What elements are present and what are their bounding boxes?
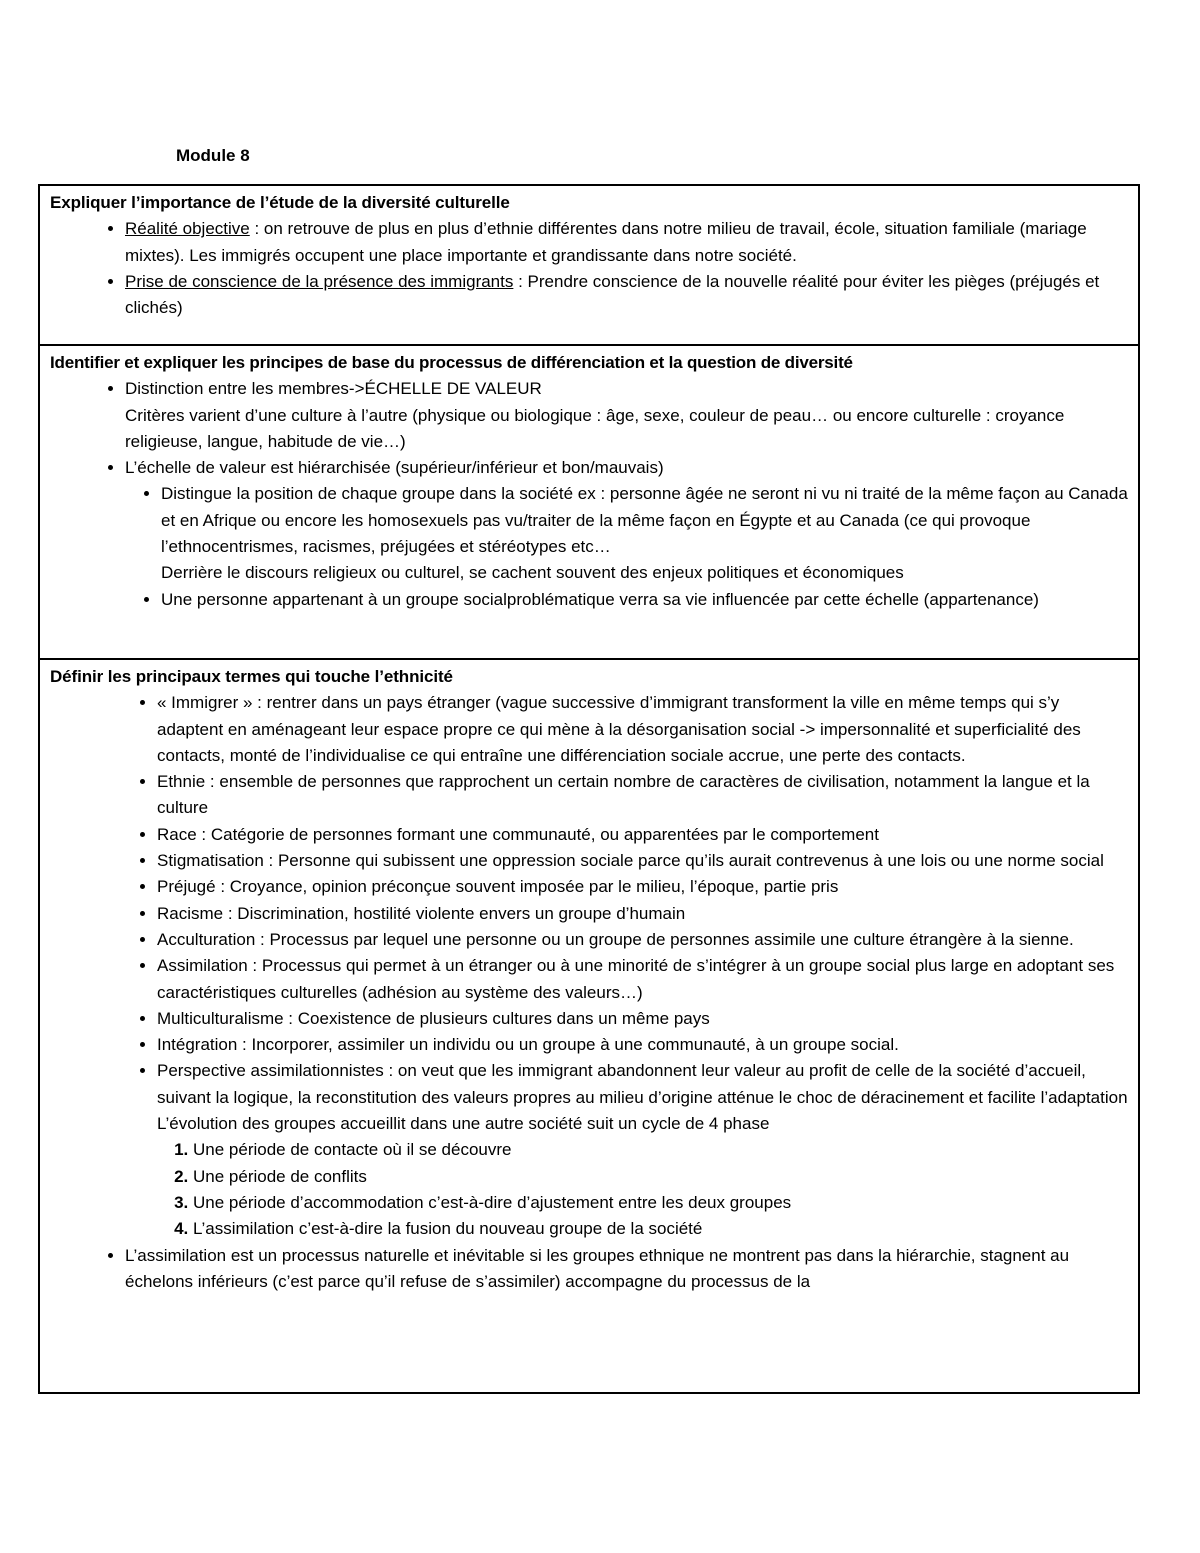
sub-bullet-list	[89, 690, 1128, 1242]
item-text: Racisme : Discrimination, hostilité violente envers un groupe d’humain	[157, 903, 686, 923]
sub-list-item	[157, 927, 1128, 953]
item-label: Réalité objective	[125, 219, 250, 239]
section-row	[39, 345, 1139, 659]
section-heading: Expliquer l’importance de l’étude de la diversité culturelle	[50, 193, 510, 212]
sub-list-item	[157, 822, 1128, 848]
sub-list-item	[157, 1032, 1128, 1058]
section-row	[39, 659, 1139, 1393]
bullet-list	[50, 1243, 1128, 1296]
sub-list-item	[157, 1006, 1128, 1032]
content-table	[38, 184, 1140, 1394]
section-cell	[39, 185, 1139, 345]
numbered-item: 4. L’assimilation c’est-à-dire la fusion du nouveau groupe de la société	[193, 1216, 1128, 1242]
item-text: Intégration : Incorporer, assimiler un individu ou un groupe à une communauté, à un groupe social.	[157, 1035, 899, 1055]
list-item	[89, 690, 1128, 1242]
item-text: Distinction entre les membres->ÉCHELLE DE VALEUR	[125, 379, 542, 399]
bullet-list	[50, 216, 1128, 321]
section-row	[39, 185, 1139, 345]
list-item	[125, 269, 1128, 322]
item-text: : Prendre conscience de la nouvelle réalité pour éviter les pièges (préjugés et clichés)	[125, 271, 1100, 318]
sub-list-item	[157, 901, 1128, 927]
item-continuation: Derrière le discours religieux ou culturel, se cachent souvent des enjeux politiques et économiques	[161, 563, 904, 583]
item-text: Acculturation : Processus par lequel une personne ou un groupe de personnes assimile une culture étrangère à la sienne.	[157, 929, 1074, 949]
sub-list-item	[161, 481, 1128, 586]
list-item	[125, 455, 1128, 613]
list-item	[125, 216, 1128, 269]
item-text: Stigmatisation : Personne qui subissent une oppression sociale parce qu’ils aurait contrevenus à une lois ou une norme social	[157, 851, 1104, 871]
list-item	[125, 376, 1128, 455]
bullet-list	[50, 376, 1128, 613]
sub-list-item	[157, 953, 1128, 1006]
sub-list-item	[157, 874, 1128, 900]
bullet-list	[50, 690, 1128, 1242]
item-text: Multiculturalisme : Coexistence de plusieurs cultures dans un même pays	[157, 1008, 710, 1028]
page-title: Module 8	[176, 146, 250, 165]
item-text: L’échelle de valeur est hiérarchisée (supérieur/inférieur et bon/mauvais)	[125, 458, 664, 478]
sub-list-item	[157, 1058, 1128, 1242]
numbered-list	[157, 1137, 1128, 1242]
item-continuation: Critères varient d’une culture à l’autre (physique ou biologique : âge, sexe, couleur de peau… ou encore culturelle : croyance religieuse, langue, habitude de vie…)	[125, 405, 1065, 451]
sub-list-item	[157, 848, 1128, 874]
section-heading: Identifier et expliquer les principes de base du processus de différenciation et la question de diversité	[50, 353, 853, 372]
item-text: Distingue la position de chaque groupe dans la société ex : personne âgée ne seront ni vu ni traité de la même façon au Canada et en Afrique ou encore les homosexuels pas vu/traiter de la même façon en Égypte et au Canada (ce qui provoque l’ethnocentrismes, racismes, préjugées et stéréotypes etc…	[161, 484, 1128, 557]
numbered-item: 2. Une période de conflits	[193, 1164, 1128, 1190]
item-text: « Immigrer » : rentrer dans un pays étranger (vague successive d’immigrant transforment la ville en même temps qui s’y adaptent en aménageant leur espace propre ce qui mène à la désorganisation social -> impersonnalité et superficialité des contacts, monté de l’individualise ce qui entraîne une différenciation sociale accrue, une perte des contacts.	[157, 693, 1081, 765]
sub-list-item	[157, 769, 1128, 822]
list-item: • L’assimilation est un processus naturelle et inévitable si les groupes ethnique ne montrent pas dans la hiérarchie, stagnent au échelons inférieurs (c’est parce qu’il refuse de s’assimiler) accompagne du processus de la	[125, 1243, 1128, 1296]
item-text: Une personne appartenant à un groupe socialproblématique verra sa vie influencée par cette échelle (appartenance)	[161, 589, 1039, 609]
numbered-item: 3. Une période d’accommodation c’est-à-dire d’ajustement entre les deux groupes	[193, 1190, 1128, 1216]
section-heading: Définir les principaux termes qui touche l’ethnicité	[50, 667, 453, 686]
item-text: Ethnie : ensemble de personnes que rapprochent un certain nombre de caractères de civilisation, notamment la langue et la culture	[157, 772, 1090, 818]
section-cell	[39, 345, 1139, 659]
item-continuation: L’évolution des groupes accueillit dans une autre société suit un cycle de 4 phase	[157, 1114, 770, 1134]
sub-list-item	[157, 690, 1128, 769]
item-text: Race : Catégorie de personnes formant une communauté, ou apparentées par le comportement	[157, 824, 879, 844]
item-text: Perspective assimilationnistes : on veut que les immigrant abandonnent leur valeur au profit de celle de la société d’accueil, suivant la logique, la reconstitution des valeurs propres au milieu d’origine atténue le choc de déracinement et facilite l’adaptation	[157, 1061, 1128, 1107]
item-text: : on retrouve de plus en plus d’ethnie différentes dans notre milieu de travail, école, situation familiale (mariage mixtes). Les immigrés occupent une place importante et grandissante dans notre société.	[125, 219, 1087, 265]
numbered-item: 1. Une période de contacte où il se découvre	[193, 1137, 1128, 1163]
sub-bullet-list	[125, 481, 1128, 612]
section-cell	[39, 659, 1139, 1393]
item-label: Prise de conscience de la présence des immigrants	[125, 271, 514, 291]
item-text: Assimilation : Processus qui permet à un étranger ou à une minorité de s’intégrer à un groupe social plus large en adoptant ses caractéristiques culturelles (adhésion au système des valeurs…)	[157, 956, 1115, 1002]
item-text: Préjugé : Croyance, opinion préconçue souvent imposée par le milieu, l’époque, partie pris	[157, 877, 839, 897]
sub-list-item	[161, 587, 1128, 613]
